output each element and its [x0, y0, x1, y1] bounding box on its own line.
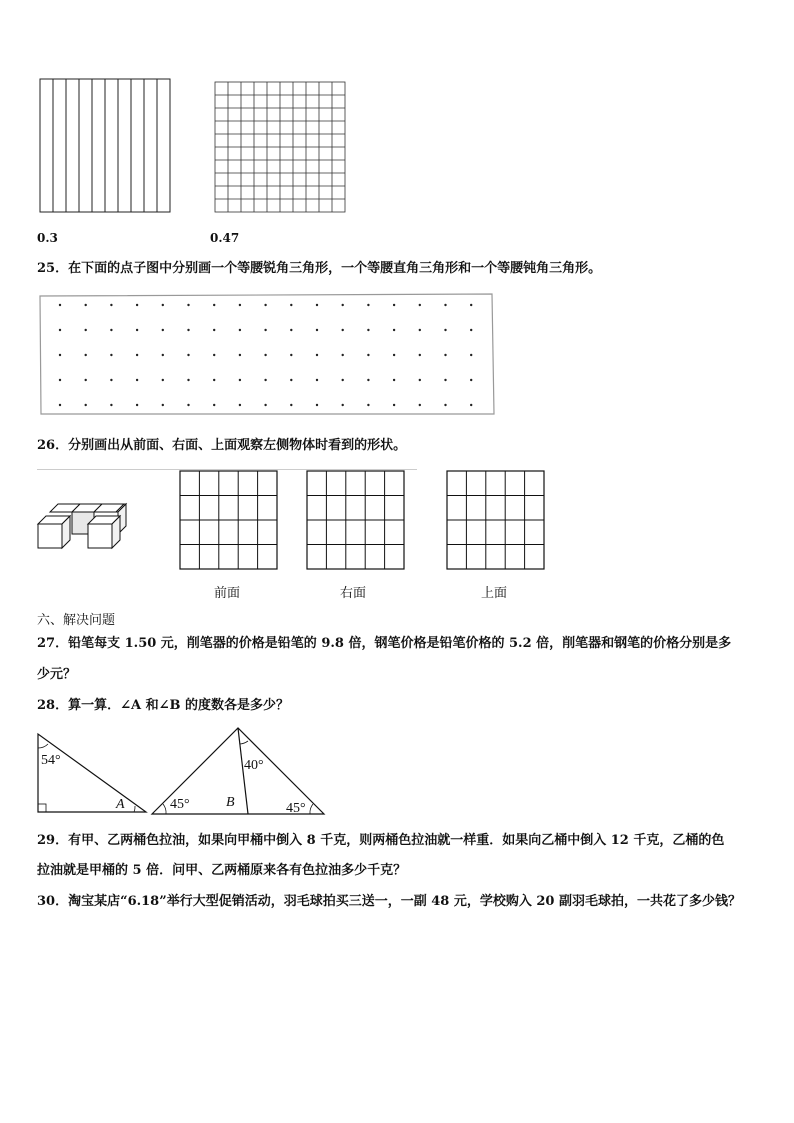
grid-dot: [316, 379, 318, 381]
grid-dot: [419, 404, 421, 406]
grid-dot: [162, 404, 164, 406]
grid-dot: [59, 379, 61, 381]
grid-dot: [342, 329, 344, 331]
grid-dot: [264, 304, 266, 306]
grid-dot: [239, 304, 241, 306]
grid-dot: [187, 329, 189, 331]
caption-top: 上面: [481, 586, 508, 601]
grid-dot: [470, 329, 472, 331]
grid-dot: [162, 379, 164, 381]
grid-dot: [85, 379, 87, 381]
grid-dot: [342, 354, 344, 356]
grid-dot: [213, 404, 215, 406]
triangle-figure-right: [148, 724, 348, 819]
grid-dot: [393, 329, 395, 331]
triangle-figure-left: [30, 728, 160, 818]
grid-dot: [367, 404, 369, 406]
section-title: 六、解决问题: [37, 613, 116, 628]
grid-dot: [239, 329, 241, 331]
grid-dot: [342, 379, 344, 381]
grid-dot: [110, 404, 112, 406]
grid-dot: [470, 304, 472, 306]
label-A: A: [116, 797, 125, 812]
grid-dot: [367, 354, 369, 356]
grid-dot: [162, 304, 164, 306]
grid-dot: [213, 329, 215, 331]
grid-dot: [419, 329, 421, 331]
grid-dot: [290, 354, 292, 356]
label-45-left: 45°: [170, 797, 190, 812]
caption-front: 前面: [214, 586, 241, 601]
grid-dot: [213, 304, 215, 306]
grid-dot: [136, 379, 138, 381]
caption-right: 右面: [340, 586, 367, 601]
grid-dot: [59, 354, 61, 356]
grid-dot: [239, 379, 241, 381]
grid-dot: [213, 354, 215, 356]
grid-dot: [470, 404, 472, 406]
grid-dot: [419, 379, 421, 381]
grid-dot: [110, 354, 112, 356]
question-27-line1: 27．铅笔每支 1.50 元，削笔器的价格是铅笔的 9.8 倍，钢笔价格是铅笔价格的 5.2 倍，削笔器和钢笔的价格分别是多: [37, 636, 732, 651]
grid-dot: [444, 379, 446, 381]
grid-dot: [470, 354, 472, 356]
grid-dot: [136, 329, 138, 331]
grid-dot: [59, 404, 61, 406]
label-B: B: [226, 795, 235, 810]
grid-dot: [393, 404, 395, 406]
question-27-line2: 少元？: [37, 667, 77, 682]
grid-dot: [444, 354, 446, 356]
grid-dot: [290, 404, 292, 406]
grid-dot: [187, 354, 189, 356]
grid-dot: [239, 354, 241, 356]
grid-dot: [290, 304, 292, 306]
grid-dot: [59, 329, 61, 331]
label-45-right: 45°: [286, 801, 306, 816]
grid-dot: [136, 304, 138, 306]
grid-dot: [162, 329, 164, 331]
grid-dot: [85, 404, 87, 406]
grid-dot: [419, 304, 421, 306]
grid-dot: [85, 329, 87, 331]
grid-dot: [110, 379, 112, 381]
grid-dot: [187, 379, 189, 381]
label-54: 54°: [41, 753, 61, 768]
grid-dot: [444, 304, 446, 306]
question-29-line2: 拉油就是甲桶的 5 倍．问甲、乙两桶原来各有色拉油多少千克？: [37, 863, 407, 878]
grid-dot: [393, 379, 395, 381]
grid-dot: [342, 404, 344, 406]
grid-dot: [444, 404, 446, 406]
grid-dot: [342, 304, 344, 306]
grid-dot: [110, 304, 112, 306]
grid-dot: [316, 354, 318, 356]
grid-dot: [264, 379, 266, 381]
grid-dot: [290, 329, 292, 331]
grid-dot: [213, 379, 215, 381]
grid-dot: [187, 404, 189, 406]
grid-dot: [367, 379, 369, 381]
grid-dot: [393, 354, 395, 356]
grid-dot: [290, 379, 292, 381]
grid-dot: [470, 379, 472, 381]
grid-dot: [264, 354, 266, 356]
grid-dot: [419, 354, 421, 356]
view-grids[interactable]: [0, 470, 794, 580]
grid-dot: [162, 354, 164, 356]
question-29-line1: 29．有甲、乙两桶色拉油，如果向甲桶中倒入 8 千克，则两桶色拉油就一样重．如果向乙桶中倒入 12 千克，乙桶的色: [37, 833, 725, 848]
dot-grid-paper[interactable]: [0, 290, 794, 430]
grid-dot: [85, 304, 87, 306]
label-tenths: 0.3: [37, 231, 58, 245]
question-30: 30．淘宝某店“6.18”举行大型促销活动，羽毛球拍买三送一，一副 48 元，学校购入 20 副羽毛球拍，一共花了多少钱？: [37, 894, 741, 909]
grid-dot: [136, 404, 138, 406]
grid-dot: [187, 304, 189, 306]
grid-dot: [367, 329, 369, 331]
label-40: 40°: [244, 758, 264, 773]
grid-dot: [264, 404, 266, 406]
label-hundredths: 0.47: [210, 231, 240, 245]
grid-dot: [136, 354, 138, 356]
question-26: 26．分别画出从前面、右面、上面观察左侧物体时看到的形状。: [37, 438, 407, 453]
grid-dot: [110, 329, 112, 331]
grid-dot: [239, 404, 241, 406]
grid-dot: [444, 329, 446, 331]
grid-dot: [316, 404, 318, 406]
grid-dot: [367, 304, 369, 306]
grid-dot: [85, 354, 87, 356]
grid-dot: [393, 304, 395, 306]
question-25: 25．在下面的点子图中分别画一个等腰锐角三角形，一个等腰直角三角形和一个等腰钝角三角形。: [37, 261, 602, 276]
grid-dot: [59, 304, 61, 306]
grid-dot: [316, 329, 318, 331]
grid-dot: [264, 329, 266, 331]
tenths-grid: [0, 0, 794, 240]
question-28: 28．算一算．∠A 和∠B 的度数各是多少？: [37, 698, 290, 713]
grid-dot: [316, 304, 318, 306]
